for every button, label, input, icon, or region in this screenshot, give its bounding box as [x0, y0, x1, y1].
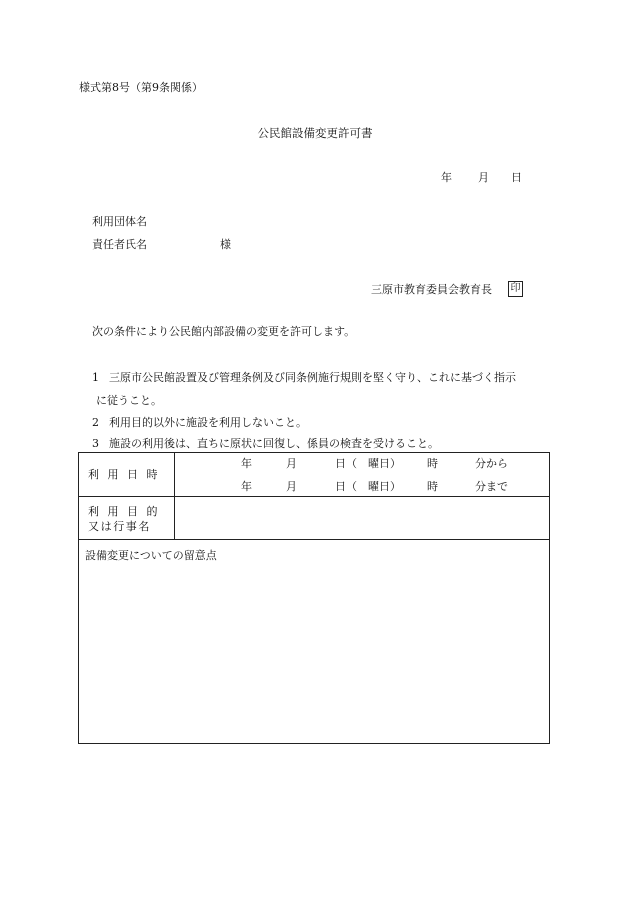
to-minute-label: 分まで	[475, 480, 508, 493]
honorific-label: 様	[220, 238, 231, 251]
form-number: 様式第8号（第9条関係）	[79, 81, 203, 94]
issuer-name: 三原市教育委員会教育長	[371, 283, 492, 296]
responsible-person-label: 責任者氏名	[92, 238, 147, 251]
from-year-label: 年	[241, 457, 252, 470]
table-column-divider	[174, 453, 175, 539]
notes-label: 設備変更についての留意点	[85, 549, 217, 562]
usage-table	[78, 452, 550, 744]
usage-date-label: 利用日時	[88, 468, 166, 481]
condition-text: 三原市公民館設置及び管理条例及び同条例施行規則を堅く守り、これに基づく指示	[109, 371, 516, 384]
seal-mark: 印	[508, 281, 523, 297]
document-title: 公民館設備変更許可書	[257, 126, 373, 140]
date-year-label: 年	[441, 171, 452, 184]
from-month-label: 月	[286, 457, 297, 470]
condition-number: 3	[92, 437, 99, 450]
purpose-label: 利用目的	[88, 505, 166, 518]
from-hour-label: 時	[427, 457, 438, 470]
condition-number: 2	[92, 416, 99, 429]
table-divider	[79, 496, 549, 497]
from-day-label: 日（ 曜日）	[335, 457, 401, 470]
to-day-label: 日（ 曜日）	[335, 480, 401, 493]
to-year-label: 年	[241, 480, 252, 493]
condition-text-continued: に従うこと。	[96, 394, 162, 407]
intro-text: 次の条件により公民館内部設備の変更を許可します。	[92, 325, 356, 338]
date-day-label: 日	[511, 171, 522, 184]
event-name-label: 又は行事名	[88, 520, 151, 533]
table-divider	[79, 539, 549, 540]
organization-name-label: 利用団体名	[92, 215, 147, 228]
to-hour-label: 時	[427, 480, 438, 493]
from-minute-label: 分から	[475, 457, 508, 470]
condition-text: 利用目的以外に施設を利用しないこと。	[109, 416, 307, 429]
condition-number: 1	[92, 371, 99, 384]
date-month-label: 月	[478, 171, 489, 184]
to-month-label: 月	[286, 480, 297, 493]
condition-text: 施設の利用後は、直ちに原状に回復し、係員の検査を受けること。	[109, 437, 439, 450]
